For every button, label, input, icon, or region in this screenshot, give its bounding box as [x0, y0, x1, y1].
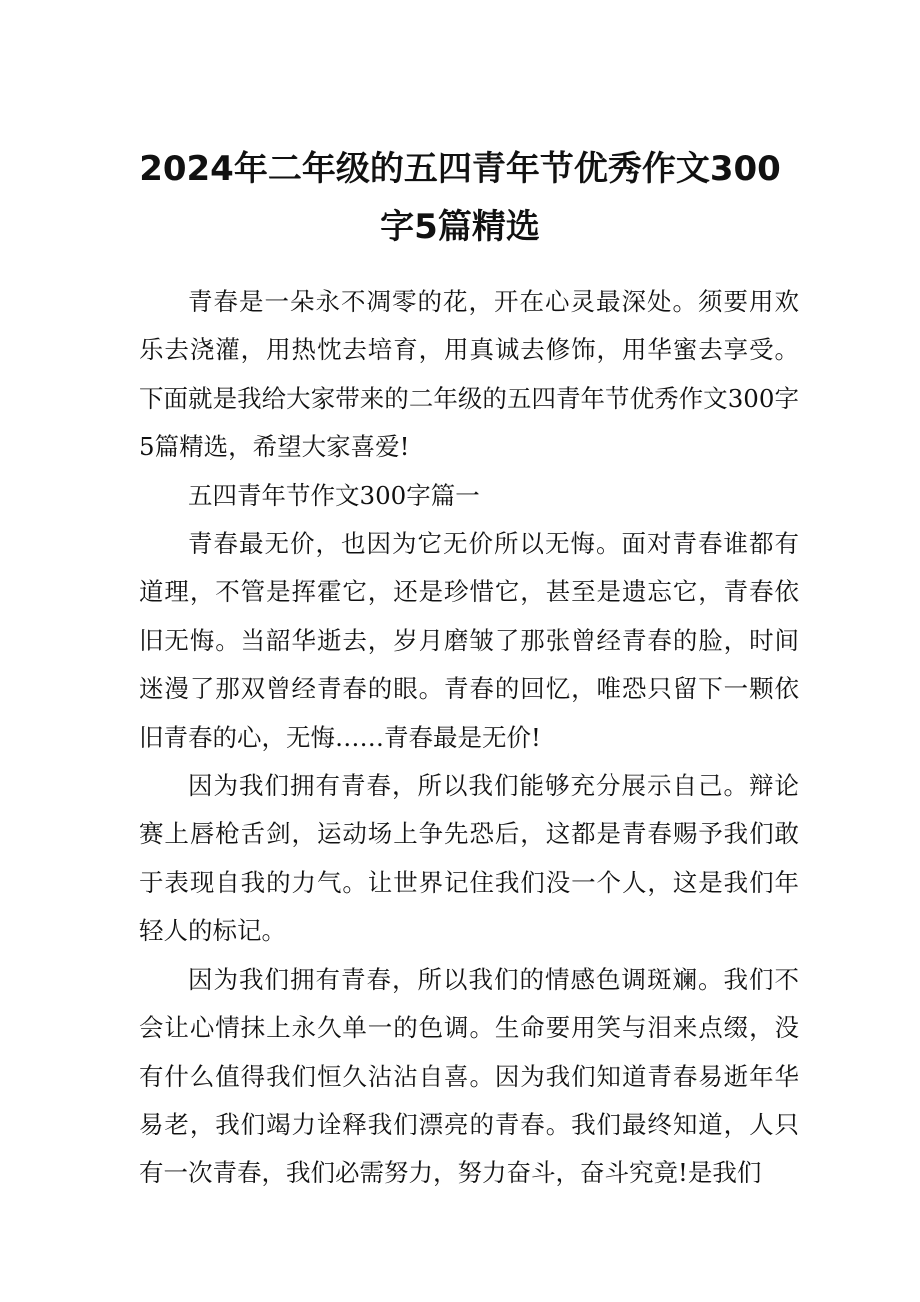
body-paragraph: 因为我们拥有青春，所以我们能够充分展示自己。辩论赛上唇枪舌剑，运动场上争先恐后，这都是青春赐予我们敢于表现自我的力气。让世界记住我们没一个人，这是我们年轻人的标记。 [139, 771, 799, 946]
document-title-line-1: 2024年二年级的五四青年节优秀作文300 [139, 149, 781, 189]
section-heading: 五四青年节作文300字篇一 [188, 480, 480, 510]
body-paragraph: 青春最无价，也因为它无价所以无悔。面对青春谁都有道理，不管是挥霍它，还是珍惜它，甚至是遗忘它，青春依旧无悔。当韶华逝去，岁月磨皱了那张曾经青春的脸，时间迷漫了那双曾经青春的眼。青春的回忆，唯恐只留下一颗依旧青春的心，无悔……青春最是无价! [139, 529, 799, 752]
document-title-line-2: 字5篇精选 [380, 207, 540, 247]
intro-paragraph: 青春是一朵永不凋零的花，开在心灵最深处。须要用欢乐去浇灌，用热忱去培育，用真诚去修饰，用华蜜去享受。下面就是我给大家带来的二年级的五四青年节优秀作文300字5篇精选，希望大家喜爱! [139, 287, 799, 462]
document-body [139, 278, 799, 1198]
body-paragraph: 因为我们拥有青春，所以我们的情感色调斑斓。我们不会让心情抹上永久单一的色调。生命要用笑与泪来点缀，没有什么值得我们恒久沾沾自喜。因为我们知道青春易逝年华易老，我们竭力诠释我们漂亮的青春。我们最终知道，人只有一次青春，我们必需努力，努力奋斗，奋斗究竟!是我们 [139, 964, 799, 1188]
